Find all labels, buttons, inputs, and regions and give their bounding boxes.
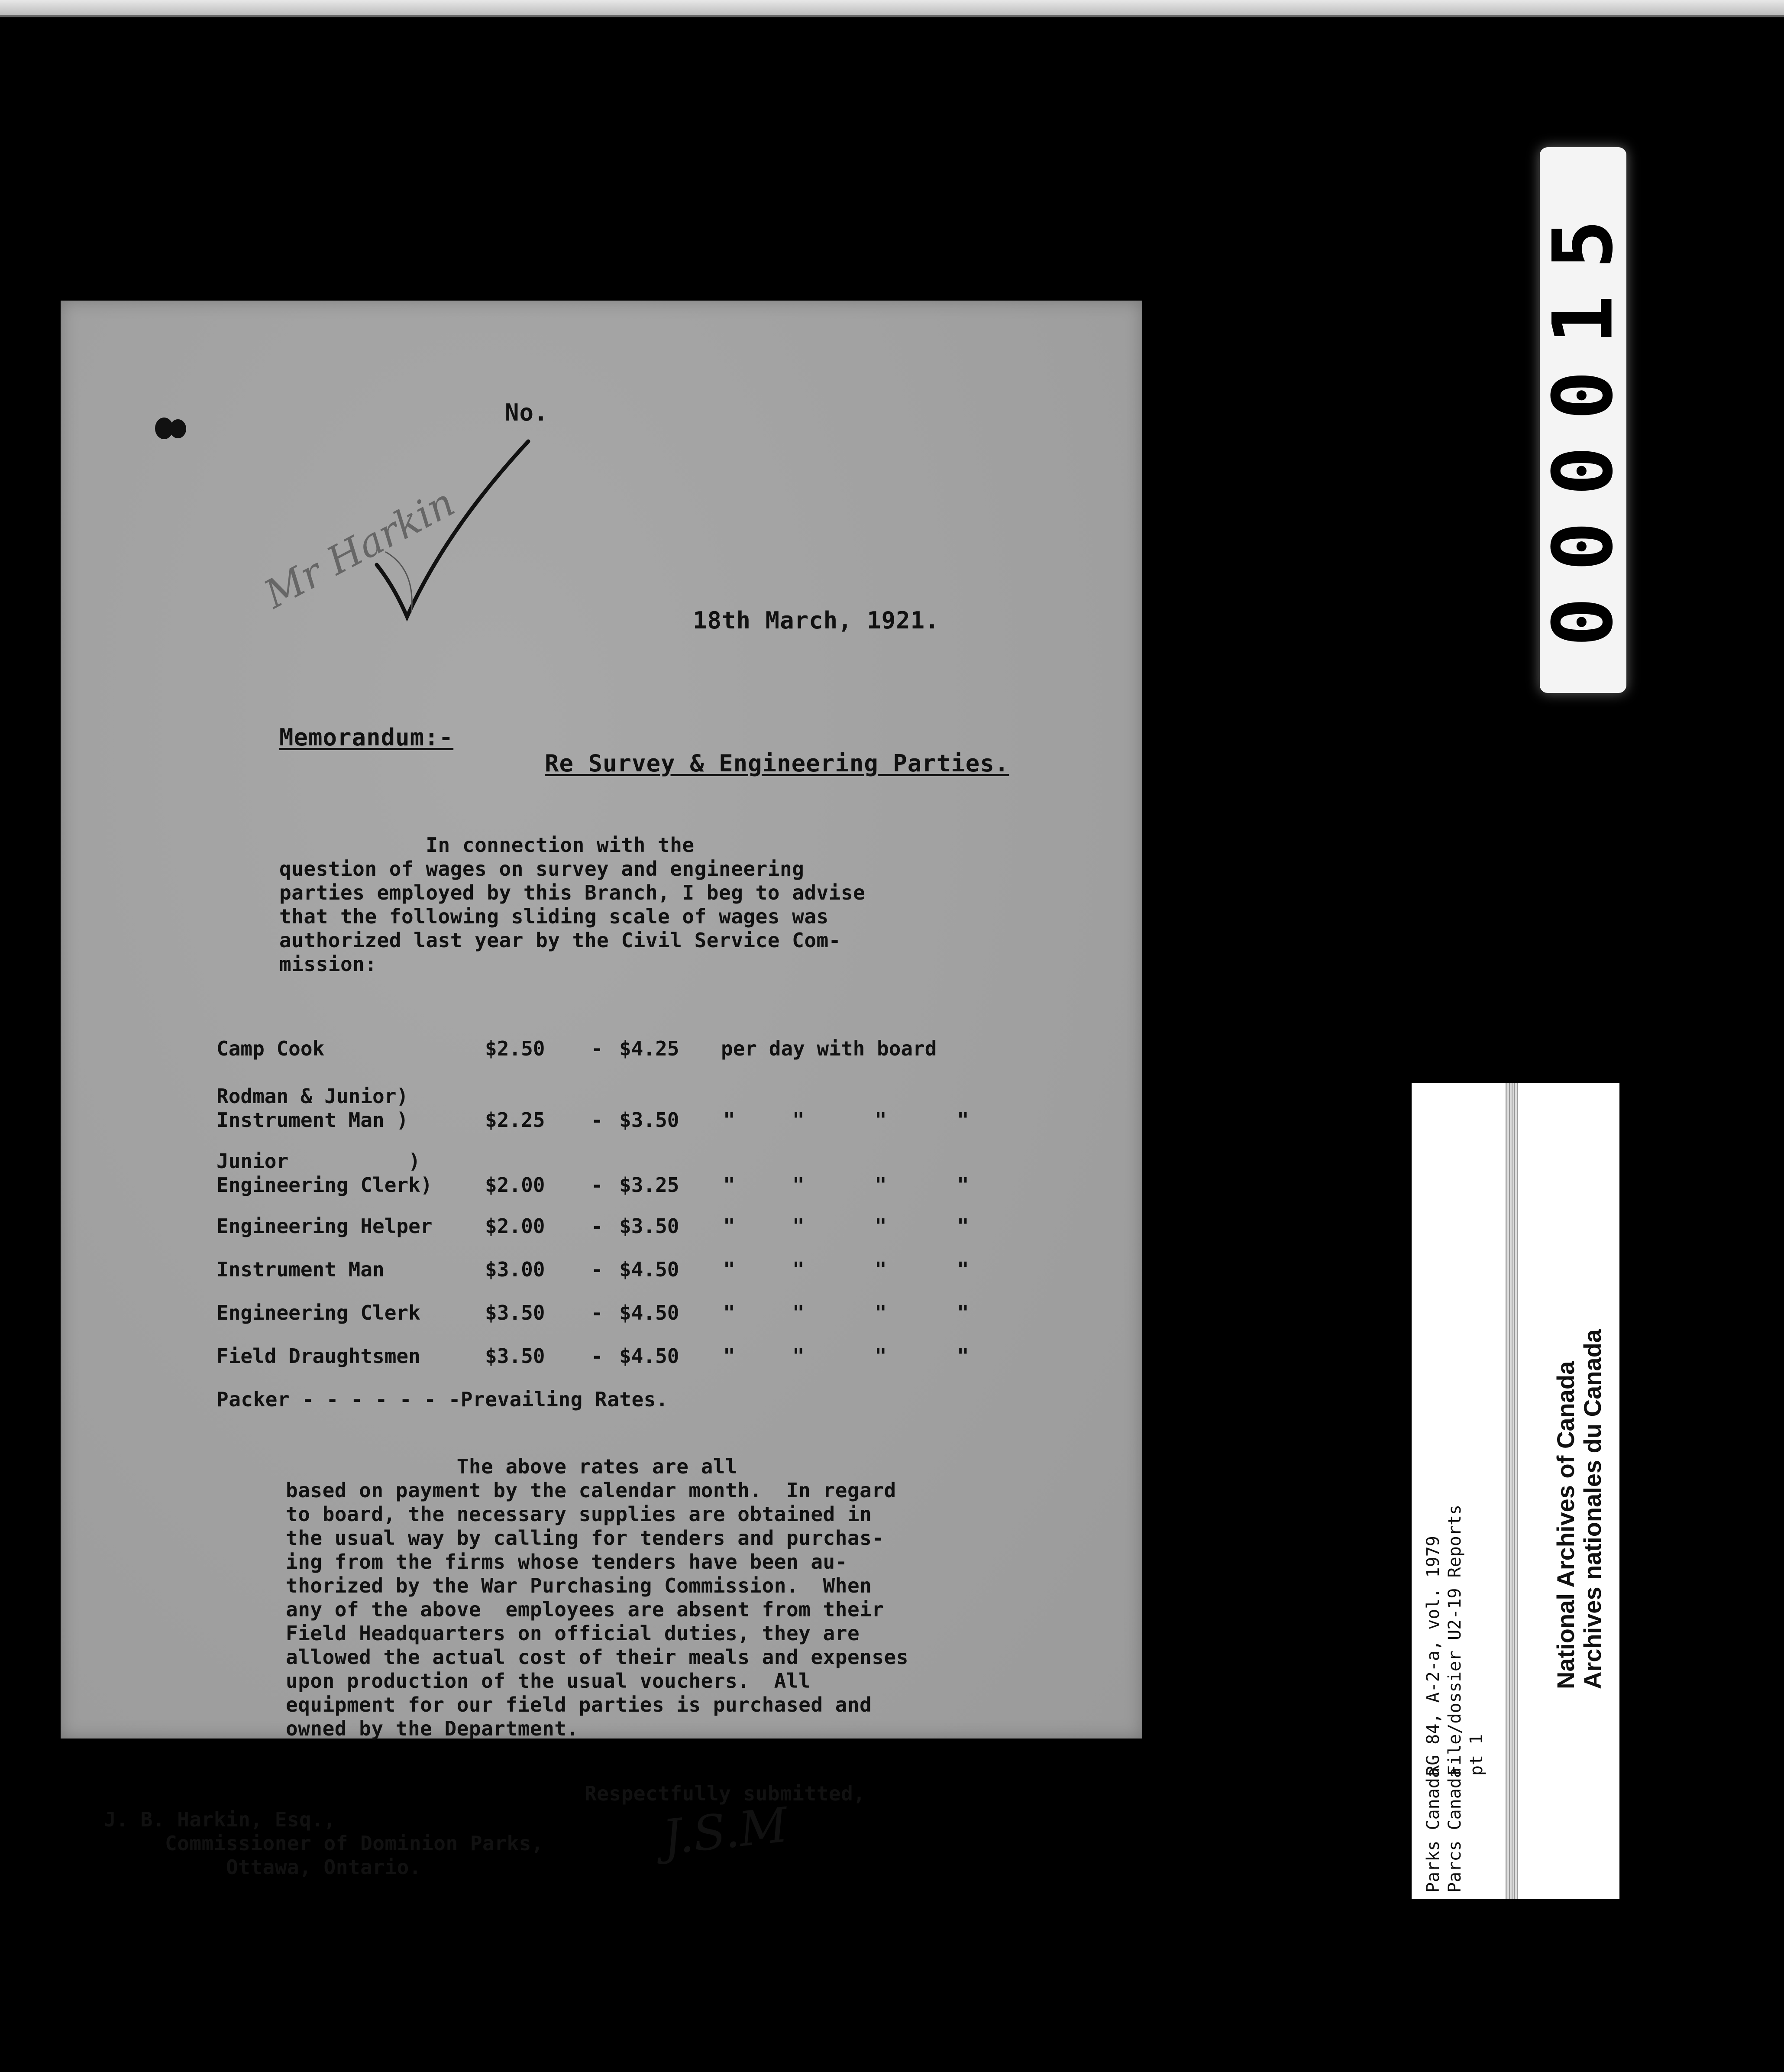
ditto-mark: " bbox=[792, 1108, 805, 1132]
archive-agency: Parks Canada Parcs Canada bbox=[1423, 1768, 1465, 1893]
ditto-mark: " bbox=[723, 1301, 735, 1324]
addressee: J. B. Harkin, Esq., Commissioner of Dominion Parks, Ottawa, Ontario. bbox=[104, 1808, 543, 1879]
wage-dash: - bbox=[591, 1108, 603, 1132]
institution-fr: Archives nationales du Canada bbox=[1579, 1329, 1606, 1689]
closing-line: Respectfully submitted, bbox=[585, 1782, 866, 1805]
ditto-mark: " bbox=[875, 1301, 887, 1324]
ditto-mark: " bbox=[957, 1214, 969, 1238]
wage-high: $3.50 bbox=[619, 1214, 679, 1238]
memo-heading: Memorandum:- bbox=[279, 724, 454, 751]
wage-dash: - bbox=[591, 1037, 603, 1060]
archive-institution-label bbox=[1518, 1083, 1619, 1899]
wage-position: Junior ) Engineering Clerk) bbox=[217, 1149, 433, 1197]
wage-dash: - bbox=[591, 1173, 603, 1197]
wage-high: $3.25 bbox=[619, 1173, 679, 1197]
wage-row bbox=[217, 1214, 1039, 1249]
wage-low: $3.00 bbox=[485, 1258, 545, 1281]
ditto-mark: " bbox=[875, 1214, 887, 1238]
archive-reference-label bbox=[1412, 1083, 1505, 1899]
wage-row bbox=[217, 1301, 1039, 1336]
ditto-mark: " bbox=[792, 1301, 805, 1324]
film-top-edge bbox=[0, 0, 1784, 17]
packer-line: Packer - - - - - - -Prevailing Rates. bbox=[217, 1388, 669, 1411]
ditto-mark: " bbox=[875, 1258, 887, 1281]
ditto-mark: " bbox=[723, 1173, 735, 1197]
ink-stain bbox=[170, 419, 186, 438]
wage-high: $4.50 bbox=[619, 1344, 679, 1368]
ditto-mark: " bbox=[875, 1344, 887, 1368]
ditto-mark: " bbox=[792, 1258, 805, 1281]
wage-dash: - bbox=[591, 1214, 603, 1238]
ditto-mark: " bbox=[792, 1214, 805, 1238]
memo-date: 18th March, 1921. bbox=[693, 607, 940, 634]
wage-low: $3.50 bbox=[485, 1344, 545, 1368]
wage-position: Field Draughtsmen bbox=[217, 1344, 420, 1368]
memo-intro: In connection with the question of wages on survey and engineering parties employed by this Branch, I beg to advise that the following sliding scale of wages was authorized last year by the Civil Service Com- mission: bbox=[279, 833, 866, 976]
institution-en: National Archives of Canada bbox=[1552, 1361, 1579, 1689]
ditto-mark: " bbox=[875, 1108, 887, 1132]
wage-row bbox=[217, 1149, 1039, 1197]
wage-position: Camp Cook bbox=[217, 1037, 325, 1060]
ditto-mark: " bbox=[957, 1301, 969, 1324]
wage-position: Instrument Man bbox=[217, 1258, 385, 1281]
ditto-mark: " bbox=[875, 1173, 887, 1197]
ditto-mark: " bbox=[957, 1173, 969, 1197]
wage-position: Rodman & Junior) Instrument Man ) bbox=[217, 1085, 409, 1132]
memo-subject: Re Survey & Engineering Parties. bbox=[545, 750, 1009, 777]
wage-high: $3.50 bbox=[619, 1108, 679, 1132]
wage-high: $4.25 bbox=[619, 1037, 679, 1060]
wage-note: per day with board bbox=[721, 1037, 937, 1060]
wage-low: $2.50 bbox=[485, 1037, 545, 1060]
ditto-mark: " bbox=[723, 1108, 735, 1132]
wage-dash: - bbox=[591, 1301, 603, 1324]
label-divider bbox=[1505, 1083, 1518, 1899]
wage-row bbox=[217, 1085, 1039, 1132]
wage-dash: - bbox=[591, 1258, 603, 1281]
ditto-mark: " bbox=[957, 1344, 969, 1368]
archive-frame-stamp bbox=[1535, 147, 1631, 693]
ditto-mark: " bbox=[957, 1258, 969, 1281]
wage-position: Engineering Clerk bbox=[217, 1301, 420, 1324]
ditto-mark: " bbox=[957, 1108, 969, 1132]
wage-row bbox=[217, 1037, 1039, 1072]
wage-low: $2.00 bbox=[485, 1173, 545, 1197]
ditto-mark: " bbox=[792, 1344, 805, 1368]
wage-high: $4.50 bbox=[619, 1258, 679, 1281]
handwritten-note: Mr Harkin bbox=[257, 479, 462, 618]
wage-low: $2.00 bbox=[485, 1214, 545, 1238]
archive-reference: RG 84, A-2-a, vol. 1979 File/dossier U2-19 Reports pt 1 bbox=[1423, 1504, 1487, 1776]
memo-body: The above rates are all based on payment by the calendar month. In regard to board, the necessary supplies are obtained in the usual way by calling for tenders and purchas- ing from the firms whose tenders have been au- thorized by the War Purchasing Commission. When any of the above employees are absent from their Field Headquarters on official duties, they are allowed the actual cost of their meals and expenses upon production of the usual vouchers. All equipment for our field parties is purchased and owned by the Department. bbox=[286, 1455, 908, 1740]
wage-high: $4.50 bbox=[619, 1301, 679, 1324]
ditto-mark: " bbox=[723, 1258, 735, 1281]
wage-dash: - bbox=[591, 1344, 603, 1368]
memo-page bbox=[61, 301, 1142, 1879]
wage-row bbox=[217, 1344, 1039, 1379]
ditto-mark: " bbox=[792, 1173, 805, 1197]
wage-low: $2.25 bbox=[485, 1108, 545, 1132]
wage-position: Engineering Helper bbox=[217, 1214, 433, 1238]
memo-number-label: No. bbox=[505, 399, 549, 426]
handwritten-initials: J.S.M bbox=[660, 1797, 791, 1865]
wage-row bbox=[217, 1258, 1039, 1292]
ditto-mark: " bbox=[723, 1214, 735, 1238]
frame-number: 000015 bbox=[1535, 193, 1631, 647]
ditto-mark: " bbox=[723, 1344, 735, 1368]
wage-low: $3.50 bbox=[485, 1301, 545, 1324]
